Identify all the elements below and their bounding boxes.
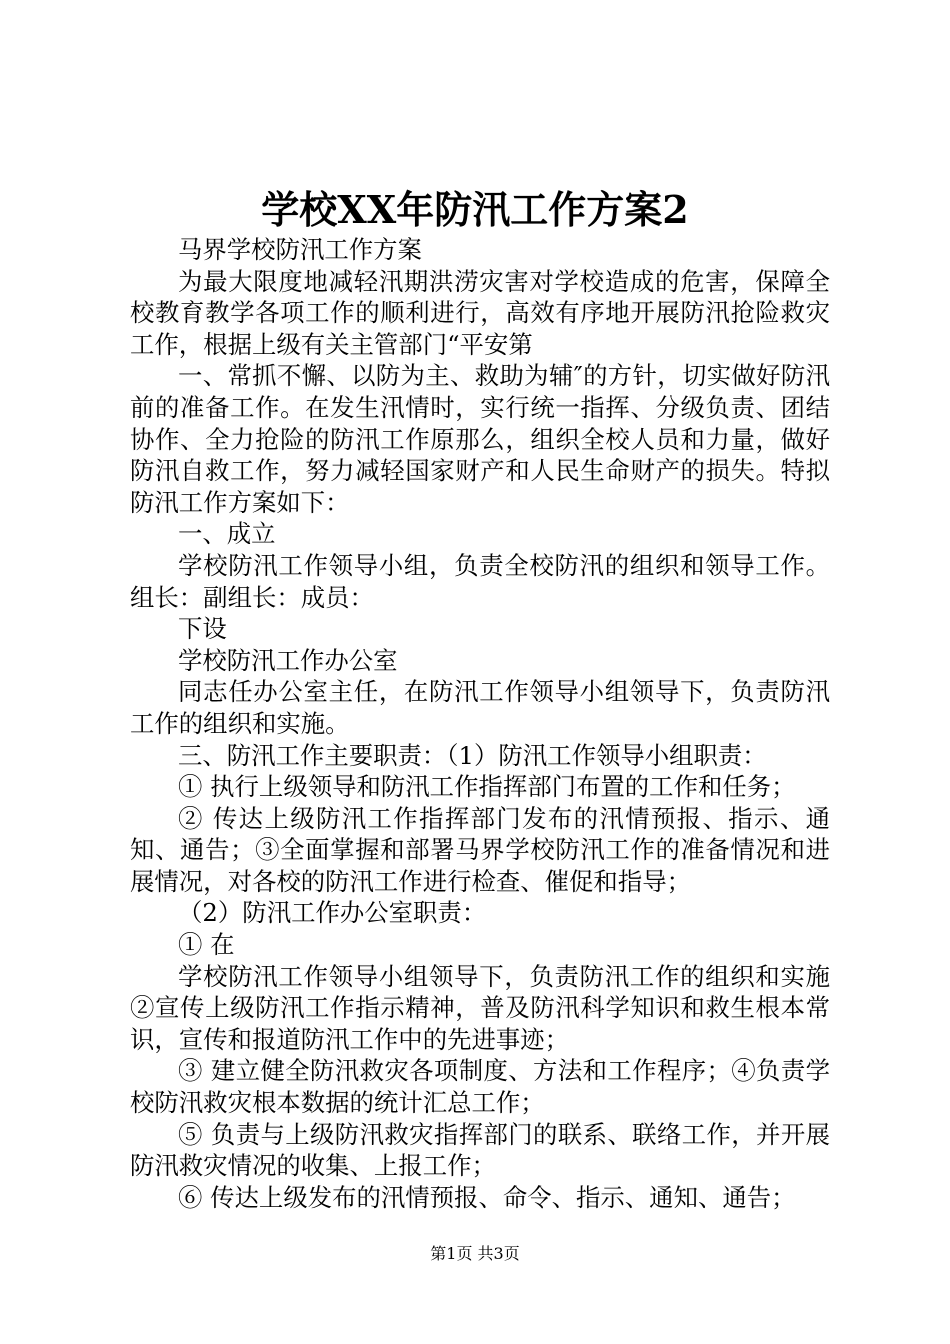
paragraph: （2）防汛工作办公室职责： [178, 898, 487, 928]
paragraph: ③ 建立健全防汛救灾各项制度、方法和工作程序；④负责学校防汛救灾根本数据的统计汇总工作； [130, 1056, 830, 1118]
paragraph: 同志任办公室主任，在防汛工作领导小组领导下，负责防汛工作的组织和实施。 [130, 677, 830, 738]
paragraph: ⑥ 传达上级发布的汛情预报、命令、指示、通知、通告； [178, 1182, 796, 1212]
paragraph: 学校防汛工作办公室 [178, 645, 398, 675]
page-footer: 第1页 共3页 [430, 1244, 520, 1263]
paragraph: 一、常抓不懈、以防为主、救助为辅″的方针，切实做好防汛前的准备工作。在发生汛情时，实行统一指挥、分级负责、团结协作、全力抢险的防汛工作原那么，组织全校人员和力量，做好防汛自救工作，努力减轻国家财产和人民生命财产的损失。特拟防汛工作方案如下： [130, 361, 830, 517]
paragraph: 学校防汛工作领导小组，负责全校防汛的组织和领导工作。组长：副组长：成员： [130, 550, 830, 612]
document-title: 学校XX年防汛工作方案2 [261, 187, 689, 232]
paragraph: 下设 [178, 614, 227, 644]
document-body [130, 234, 830, 1213]
paragraph: ① 执行上级领导和防汛工作指挥部门布置的工作和任务； [178, 772, 796, 802]
paragraph: ② 传达上级防汛工作指挥部门发布的汛情预报、指示、通知、通告；③全面掌握和部署马界学校防汛工作的准备情况和进展情况，对各校的防汛工作进行检查、催促和指导； [130, 803, 830, 896]
paragraph: ⑤ 负责与上级防汛救灾指挥部门的联系、联络工作，并开展防汛救灾情况的收集、上报工作； [130, 1119, 830, 1181]
paragraph: 学校防汛工作领导小组领导下，负责防汛工作的组织和实施②宣传上级防汛工作指示精神，普及防汛科学知识和救生根本常识，宣传和报道防汛工作中的先进事迹； [130, 961, 830, 1054]
paragraph: 马界学校防汛工作方案 [178, 235, 422, 264]
paragraph: 一、成立 [178, 519, 276, 549]
paragraph: 为最大限度地减轻汛期洪涝灾害对学校造成的危害，保障全校教育教学各项工作的顺利进行，高效有序地开展防汛抢险救灾工作，根据上级有关主管部门“平安第 [130, 266, 830, 359]
paragraph: 三、防汛工作主要职责：（1）防汛工作领导小组职责： [178, 740, 767, 770]
paragraph: ① 在 [178, 930, 235, 960]
